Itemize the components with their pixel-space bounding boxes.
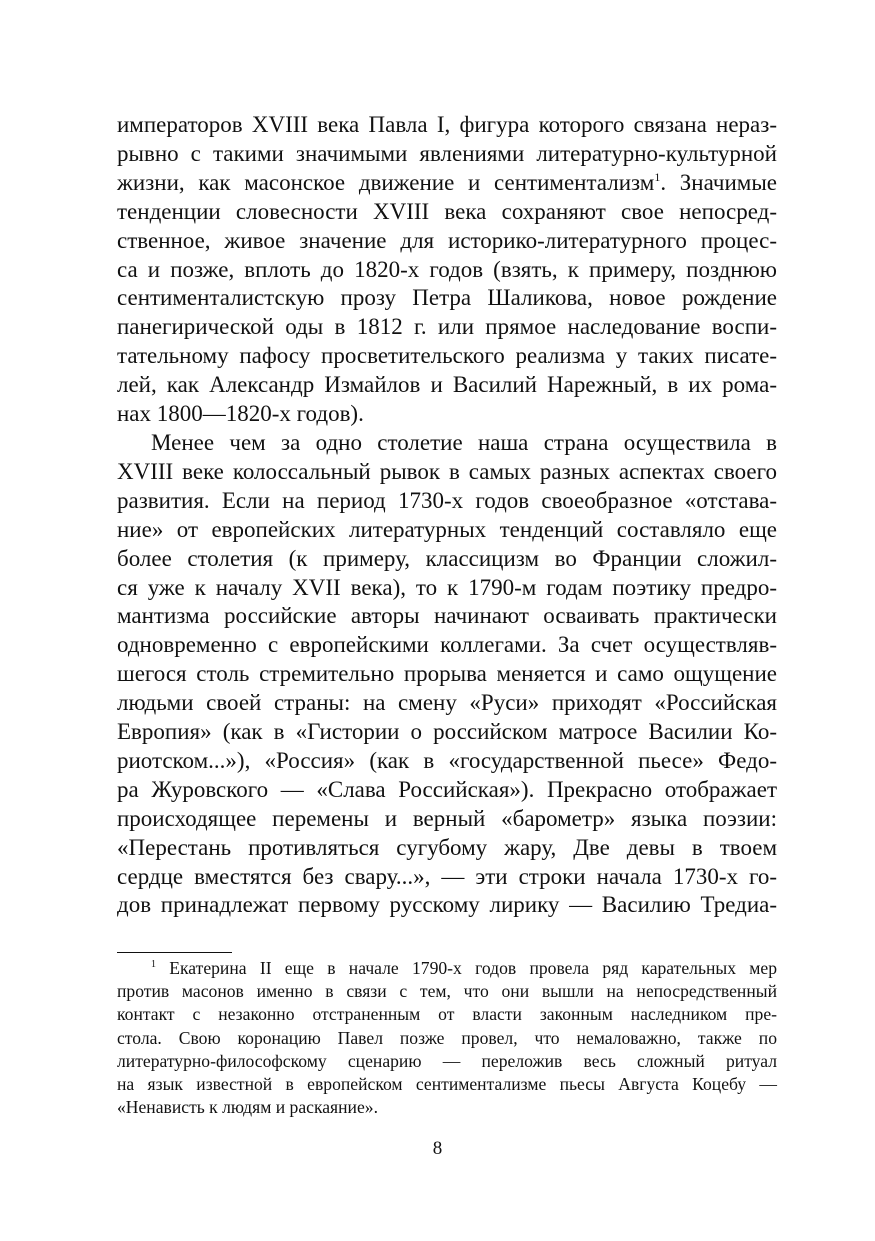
text-line: людьми своей страны: на смену «Руси» приходят «Российская: [117, 690, 777, 716]
text-line: XVIII веке колоссальный рывок в самых разных аспектах своего: [117, 458, 777, 484]
footnote-line: контакт с незаконно отстраненным от власти законным наследником пре-: [117, 1004, 777, 1025]
text-line: ние» от европейских литературных тенденций составляло еще: [117, 516, 777, 542]
text-line: Менее чем за одно столетие наша страна осуществила в: [151, 429, 777, 455]
text-line: Европия» (как в «Гистории о российском матросе Василии Ко-: [117, 719, 777, 745]
text-line: происходящее перемены и верный «барометр» языка поэзии:: [117, 805, 777, 831]
text-line: лей, как Александр Измайлов и Василий Нарежный, в их рома-: [117, 372, 777, 398]
footnote-separator: [117, 952, 232, 953]
footnote-line: против масонов именно в связи с тем, что они вышли на непосредственный: [117, 981, 777, 1002]
text-line: панегирической оды в 1812 г. или прямое наследование воспи-: [117, 314, 777, 340]
text-line: нах 1800—1820-х годов).: [117, 401, 364, 427]
text-fragment: Екатерина II еще в начале 1790-х годов провела ряд карательных мер: [156, 958, 777, 978]
text-line: «Перестань противляться сугубому жару, Две девы в твоем: [117, 834, 777, 860]
footnote-line: стола. Свою коронацию Павел позже провел, что немаловажно, также по: [117, 1027, 777, 1048]
text-line: рывно с такими значимыми явлениями литературно-культурной: [117, 140, 777, 166]
footnote-marker: 1: [151, 959, 156, 970]
text-line: ственное, живое значение для историко-литературного процес-: [117, 227, 777, 253]
footnote-line: [117, 957, 777, 980]
paragraph-1: [117, 111, 777, 429]
footnote-line: на язык известной в европейском сентиментализме пьесы Августа Коцебу —: [117, 1074, 777, 1095]
text-fragment: жизни, как масонское движение и сентиментализм: [117, 169, 655, 195]
footnote-reference[interactable]: 1: [654, 169, 661, 184]
text-line: императоров XVIII века Павла I, фигура которого связана нераз-: [117, 112, 777, 137]
text-fragment: . Значимые: [660, 169, 777, 195]
text-line: тенденции словесности XVIII века сохраняют свое непосред-: [117, 198, 777, 224]
footnote-line: «Ненависть к людям и раскаяние».: [117, 1097, 378, 1118]
footnote: [117, 957, 777, 1119]
paragraph-2: [117, 429, 777, 920]
text-line-with-footnote: [117, 169, 777, 198]
text-line: ра Журовского — «Слава Российская»). Прекрасно отображает: [117, 776, 777, 802]
text-line: сентименталистскую прозу Петра Шаликова, новое рождение: [117, 285, 777, 311]
footnote-line: литературно-философскому сценарию — переложив весь сложный ритуал: [117, 1050, 777, 1071]
text-line: тательному пафосу просветительского реализма у таких писате-: [117, 343, 777, 369]
text-line: риотском...»), «Россия» (как в «государственной пьесе» Федо-: [117, 747, 777, 773]
text-line: одновременно с европейскими коллегами. За счет осуществляв-: [117, 632, 777, 658]
text-line: шегося столь стремительно прорыва меняется и само ощущение: [117, 661, 777, 687]
text-line: дов принадлежат первому русскому лирику — Василию Тредиа-: [117, 892, 777, 918]
text-line: развития. Если на период 1730-х годов своеобразное «отстава-: [117, 487, 777, 513]
text-line: ся уже к началу XVII века), то к 1790-м годам поэтику предро-: [117, 574, 777, 600]
text-line: са и позже, вплоть до 1820-х годов (взять, к примеру, позднюю: [117, 256, 777, 282]
text-line: мантизма российские авторы начинают осваивать практически: [117, 603, 777, 629]
text-line: более столетия (к примеру, классицизм во Франции сложил-: [117, 545, 777, 571]
page-number: 8: [432, 1138, 443, 1159]
text-line: сердце вместятся без свару...», — эти строки начала 1730-х го-: [117, 863, 777, 889]
main-text: [117, 111, 777, 920]
